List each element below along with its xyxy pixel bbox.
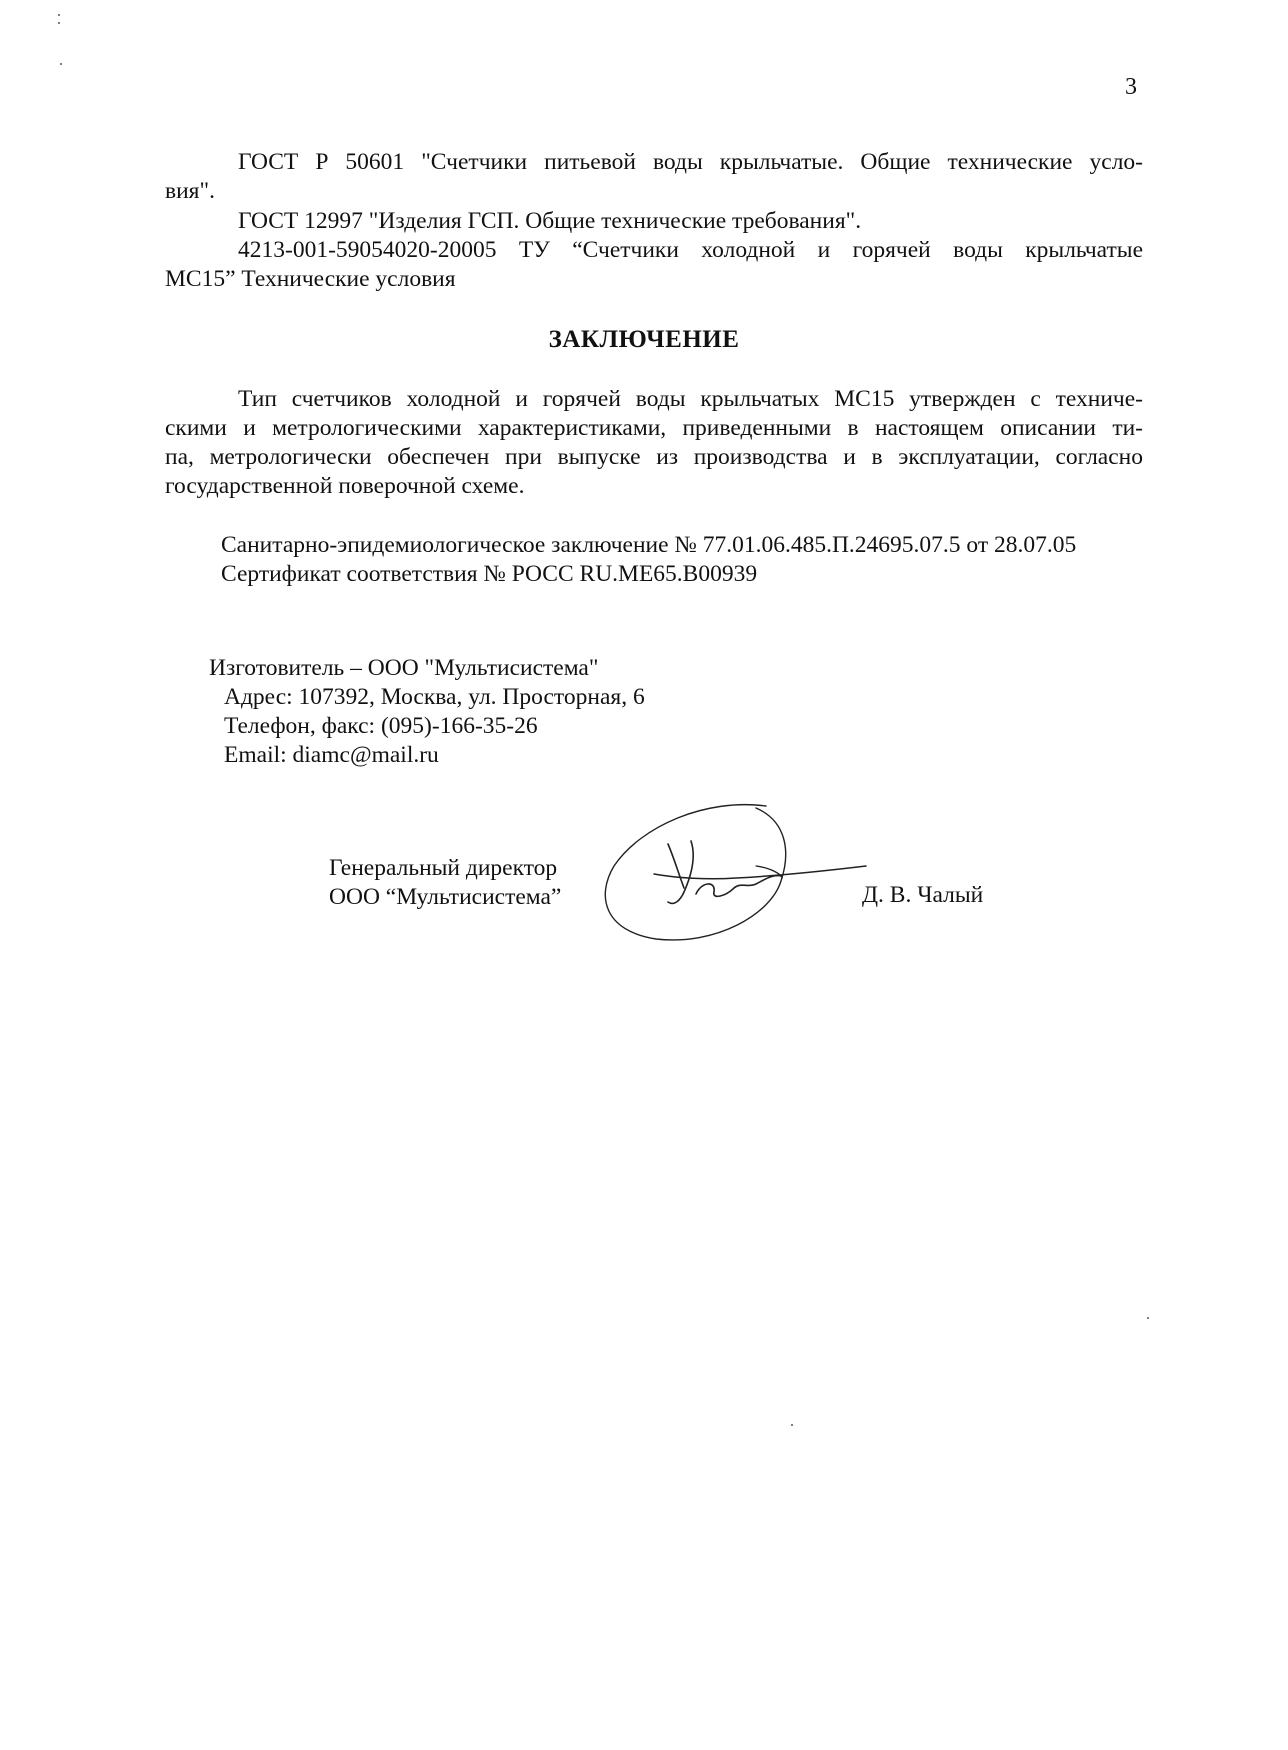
handwritten-signature — [596, 796, 896, 946]
conclusion-line3: па, метрологически обеспечен при выпуске из производства и в эксплуатации, согласно — [165, 444, 1143, 470]
conclusion-line1: Тип счетчиков холодной и горячей воды крыльчатых МС15 утвержден с техниче- — [238, 386, 1143, 412]
signatory-title: Генеральный директор — [329, 855, 558, 881]
signatory-name: Д. В. Чалый — [862, 882, 984, 908]
page-number: 3 — [1125, 74, 1137, 100]
manufacturer-phone: Телефон, факс: (095)-166-35-26 — [224, 713, 538, 739]
standard-gost-12997 — [165, 207, 1143, 236]
standard-gost-50601-line1: ГОСТ Р 50601 "Счетчики питьевой воды крыльчатые. Общие технические усло- — [238, 149, 1143, 175]
scan-speck — [60, 63, 62, 65]
scan-speck — [791, 1424, 793, 1426]
standard-tu — [165, 236, 1143, 294]
conclusion-heading: ЗАКЛЮЧЕНИЕ — [548, 326, 740, 353]
standard-gost-12997-text: ГОСТ 12997 "Изделия ГСП. Общие технические требования". — [238, 208, 862, 234]
manufacturer-email: Email: diamc@mail.ru — [224, 742, 439, 768]
conclusion-line2: скими и метрологическими характеристиками, приведенными в настоящем описании ти- — [165, 415, 1143, 441]
scan-speck — [1147, 1317, 1149, 1319]
scan-speck — [58, 22, 60, 24]
standard-tu-line1: 4213-001-59054020-20005 ТУ “Счетчики холодной и горячей воды крыльчатые — [238, 237, 1143, 263]
sanitary-conclusion: Санитарно-эпидемиологическое заключение № 77.01.06.485.П.24695.07.5 от 28.07.05 — [221, 532, 1077, 558]
signatory-company: ООО “Мультисистема” — [329, 884, 562, 910]
standard-gost-50601 — [165, 148, 1143, 206]
conclusion-line4: государственной поверочной схеме. — [165, 473, 525, 499]
manufacturer-name: Изготовитель – ООО "Мультисистема" — [209, 655, 599, 681]
scan-speck — [58, 14, 60, 16]
standard-tu-line2: МС15” Технические условия — [165, 266, 456, 292]
conformity-certificate: Сертификат соответствия № РОСС RU.ME65.B00939 — [221, 561, 758, 587]
manufacturer-address: Адрес: 107392, Москва, ул. Просторная, 6 — [224, 684, 645, 710]
conclusion-paragraph — [165, 385, 1143, 501]
standard-gost-50601-line2: вия". — [165, 178, 215, 204]
